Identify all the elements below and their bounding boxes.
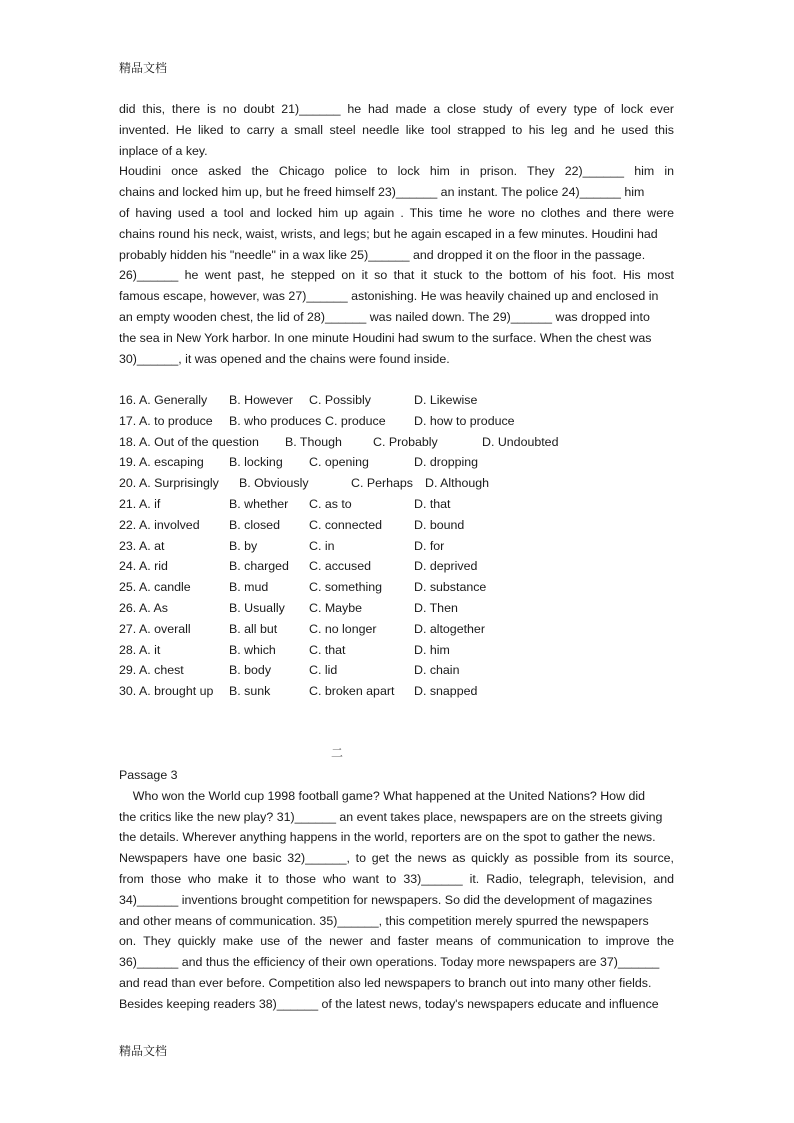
option-b: B. Usually — [229, 600, 285, 615]
option-c: C. as to — [309, 496, 352, 511]
section-mark: 二 — [331, 746, 344, 760]
passage-2-line: did this, there is no doubt 21)______ he had made a close study of every type of lock ever — [119, 102, 674, 116]
passage-2-line: probably hidden his "needle" in a wax like 25)______ and dropped it on the floor in the passage. — [119, 247, 646, 262]
option-c: C. in — [309, 538, 335, 553]
option-b: B. who produces — [229, 413, 322, 428]
option-b: B. sunk — [229, 684, 271, 699]
option-d: D. Although — [425, 476, 490, 491]
option-b: B. charged — [229, 559, 289, 574]
passage-3-title: Passage 3 — [119, 768, 178, 782]
option-c: C. that — [309, 642, 346, 657]
passage-3-line: on. They quickly make use of the newer and faster means of communication to improve the — [119, 934, 674, 949]
option-c: C. no longer — [309, 621, 377, 636]
option-b: B. closed — [229, 517, 280, 532]
option-a: 25. A. candle — [119, 580, 191, 595]
option-c: C. Possibly — [309, 393, 371, 407]
option-c: C. Maybe — [309, 600, 363, 615]
passage-3-line: the critics like the new play? 31)______ an event takes place, newspapers are on the streets giving — [119, 809, 663, 824]
option-c: C. connected — [309, 517, 383, 532]
option-c: C. lid — [309, 663, 338, 678]
option-c: C. something — [309, 580, 383, 595]
option-a: 22. A. involved — [119, 517, 200, 532]
option-d: D. snapped — [414, 684, 478, 699]
option-d: D. deprived — [414, 559, 478, 574]
option-d: D. dropping — [414, 455, 479, 470]
option-a: 16. A. Generally — [119, 393, 208, 407]
option-d: D. for — [414, 538, 445, 553]
passage-2-line: invented. He liked to carry a small steel needle like tool strapped to his leg and he used this — [119, 122, 674, 137]
option-a: 20. A. Surprisingly — [119, 476, 219, 491]
page-footer: 精品文档 — [119, 1044, 168, 1058]
passage-2-line: 30)______, it was opened and the chains were found inside. — [119, 351, 450, 366]
option-d: D. substance — [414, 580, 487, 595]
passage-2-line: famous escape, however, was 27)______ astonishing. He was heavily chained up and enclosed in — [119, 289, 659, 304]
option-a: 27. A. overall — [119, 621, 191, 636]
passage-2-line: inplace of a key. — [119, 143, 208, 158]
option-a: 19. A. escaping — [119, 455, 204, 470]
option-b: B. which — [229, 642, 276, 657]
passage-3-line: 34)______ inventions brought competition for newspapers. So did the development of magazines — [119, 892, 653, 907]
option-d: D. Likewise — [414, 393, 478, 407]
option-a: 21. A. if — [119, 496, 161, 511]
passage-3-line: the details. Wherever anything happens in the world, reporters are on the spot to gather the news. — [119, 830, 656, 845]
passage-2-line: chains round his neck, waist, wrists, and legs; but he again escaped in a few minutes. Houdini had — [119, 226, 658, 241]
option-d: D. bound — [414, 517, 465, 532]
passage-2-line: of having used a tool and locked him up again . This time he wore no clothes and there were — [119, 205, 674, 220]
option-b: B. whether — [229, 496, 289, 511]
passage-2-line: chains and locked him up, but he freed himself 23)______ an instant. The police 24)______ him — [119, 185, 645, 200]
option-d: D. chain — [414, 663, 460, 678]
option-a: 29. A. chest — [119, 663, 184, 678]
option-c: C. opening — [309, 455, 369, 470]
passage-2-line: Houdini once asked the Chicago police to lock him in prison. They 22)______ him in — [119, 164, 674, 179]
option-a: 28. A. it — [119, 642, 161, 657]
passage-3-line: from those who make it to those who want to 33)______ it. Radio, telegraph, television, and — [119, 871, 674, 886]
passage-3-line: and read than ever before. Competition also led newspapers to branch out into many other fields. — [119, 975, 652, 990]
option-d: D. him — [414, 642, 450, 657]
option-a: 23. A. at — [119, 538, 165, 553]
passage-2-line: an empty wooden chest, the lid of 28)______ was nailed down. The 29)______ was dropped into — [119, 309, 650, 324]
page-header: 精品文档 — [119, 61, 168, 75]
passage-3-line: 36)______ and thus the efficiency of their own operations. Today more newspapers are 37)______ — [119, 955, 660, 970]
option-b: B. body — [229, 663, 272, 678]
passage-3-line: Newspapers have one basic 32)______, to get the news as quickly as possible from its source, — [119, 851, 674, 866]
option-c: C. broken apart — [309, 684, 395, 699]
passage-2-text — [119, 99, 674, 369]
option-d: D. altogether — [414, 621, 485, 636]
passage-3-line: Besides keeping readers 38)______ of the latest news, today's newspapers educate and influence — [119, 996, 659, 1011]
option-d: D. how to produce — [414, 413, 515, 428]
option-c: C. Probably — [373, 434, 438, 449]
option-b: B. by — [229, 538, 258, 553]
option-a: 24. A. rid — [119, 559, 168, 574]
passage-3-line: and other means of communication. 35)______, this competition merely spurred the newspapers — [119, 913, 649, 928]
option-a: 17. A. to produce — [119, 413, 213, 428]
option-c: C. accused — [309, 559, 371, 574]
option-d: D. Then — [414, 600, 458, 615]
option-a: 30. A. brought up — [119, 684, 214, 699]
option-d: D. Undoubted — [482, 434, 559, 449]
option-d: D. that — [414, 496, 451, 511]
option-b: B. Obviously — [239, 476, 309, 491]
passage-2-line: the sea in New York harbor. In one minute Houdini had swum to the surface. When the chest was — [119, 330, 652, 345]
option-b: B. mud — [229, 580, 269, 595]
option-b: B. locking — [229, 455, 283, 470]
option-a: 18. A. Out of the question — [119, 434, 259, 449]
option-b: B. all but — [229, 621, 278, 636]
passage-2-line: 26)______ he went past, he stepped on it so that it stuck to the bottom of his foot. His most — [119, 268, 674, 283]
option-c: C. produce — [325, 413, 386, 428]
passage-3-text — [119, 765, 674, 1015]
passage-3-line: Who won the World cup 1998 football game? What happened at the United Nations? How did — [119, 788, 646, 803]
option-b: B. Though — [285, 434, 342, 449]
option-c: C. Perhaps — [351, 476, 413, 491]
option-a: 26. A. As — [119, 600, 168, 615]
option-b: B. However — [229, 393, 294, 407]
